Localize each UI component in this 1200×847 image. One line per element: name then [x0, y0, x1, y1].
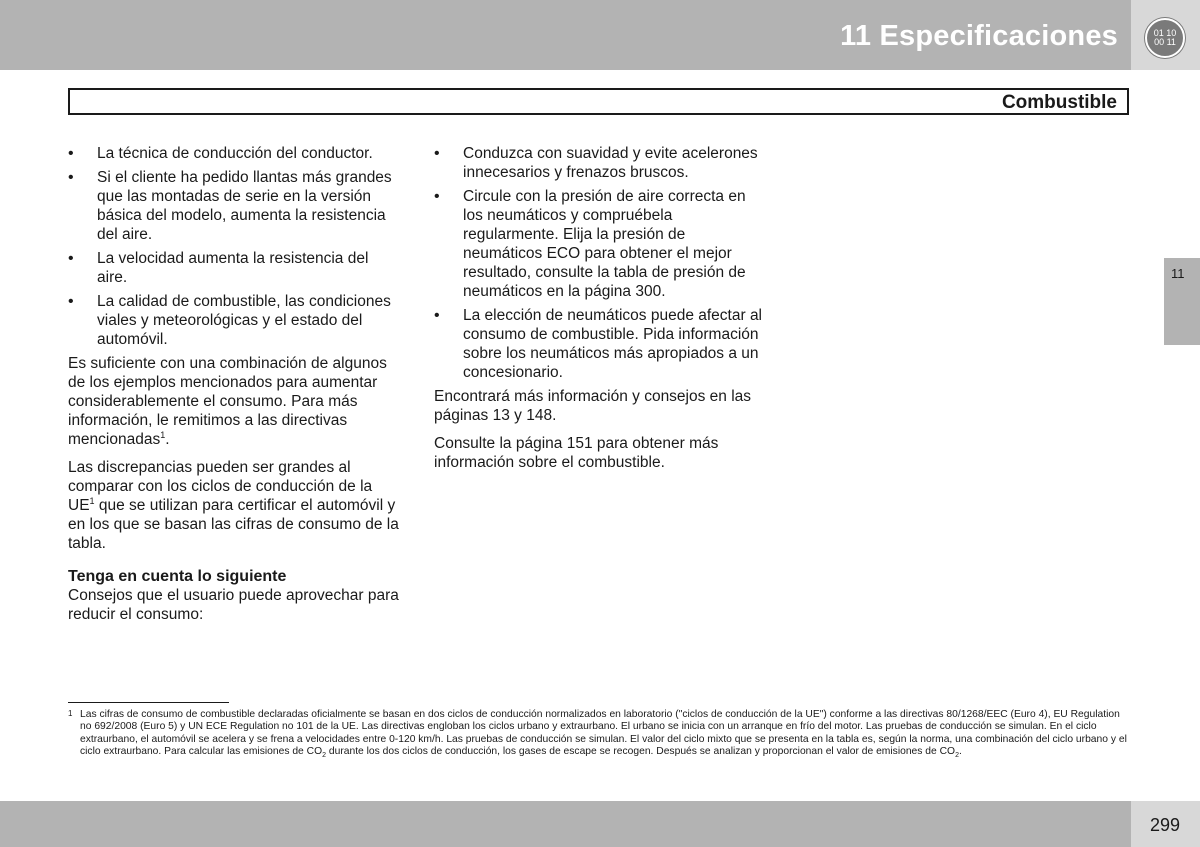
list-item: • La elección de neumáticos puede afectar al consumo de combustible. Pida información sobre los neumáticos más apropiados a un concesionario. — [434, 306, 768, 382]
right-column — [434, 144, 768, 481]
chapter-title: 11 Especificaciones — [840, 20, 1118, 52]
page-number: 299 — [1150, 815, 1181, 835]
list-item: • La calidad de combustible, las condiciones viales y meteorológicas y el estado del automóvil. — [68, 292, 402, 349]
body-paragraph: Consulte la página 151 para obtener más información sobre el combustible. — [434, 435, 719, 471]
footnote-marker: 1 — [68, 709, 73, 718]
paragraph-text: Las discrepancias pueden ser grandes al comparar con los ciclos de conducción de la UE — [68, 459, 373, 514]
paragraph-text: que se utilizan para certificar el automóvil y en los que se basan las cifras de consumo de la tabla. — [68, 497, 399, 552]
paragraph-text: Es suficiente con una combinación de algunos de los ejemplos mencionados para aumentar considerablemente el consumo. Para más información, le remitimos a las directivas mencionadas — [68, 355, 387, 448]
factor-list — [68, 144, 402, 349]
list-item: • Si el cliente ha pedido llantas más grandes que las montadas de serie en la versión básica del modelo, aumenta la resistencia del aire. — [68, 168, 402, 244]
footnote-text: Las cifras de consumo de combustible declaradas oficialmente se basan en dos ciclos de conducción normalizados en laboratorio ("ciclos de conducción de la UE") conforme a las directivas 80/1268/EEC (Euro 4), EU Regulation no 692/2008 (Euro 5) y UN ECE Regulation no 101 de la UE. Las directivas engloban los ciclos urbano y extraurbano. El urbano se inicia con un arranque en frío del motor. Las pruebas de conducción se simulan. En el ciclo extraurbano, el automóvil se acelera y se frena a velocidades entre 0-120 km/h. Las pruebas de conducción se simulan. El valor del ciclo mixto que se presenta en la tabla es, según la norma, una combinación del ciclo urbano y el ciclo extraurbano. Para calcular las emisiones de CO — [80, 709, 1127, 757]
section-title: Combustible — [1001, 92, 1117, 113]
footnote-text: durante los dos ciclos de conducción, los gases de escape se recogen. Después se analizan y proporcionan el valor de emisiones de CO — [326, 745, 956, 757]
footnote-ref: 1 — [160, 429, 166, 440]
list-item: • Conduzca con suavidad y evite acelerones innecesarios y frenazos bruscos. — [434, 144, 768, 182]
list-item: • Circule con la presión de aire correcta en los neumáticos y compruébela regularmente. Elija la presión de neumáticos ECO para obtener el mejor resultado, consulte la tabla de presión de neumáticos en la página 300. — [434, 187, 768, 301]
subscript: 2 — [322, 751, 326, 759]
body-paragraph — [68, 458, 402, 553]
subscript: 2 — [955, 751, 959, 759]
tips-list — [434, 144, 768, 382]
footnote — [68, 709, 1130, 762]
side-tab-label: 11 — [1171, 266, 1185, 281]
chapter-icon-bottom: 00 11 — [1154, 37, 1176, 47]
footnote-ref: 1 — [89, 495, 95, 506]
list-item: • La técnica de conducción del conductor. — [68, 144, 402, 163]
subheading: Tenga en cuenta lo siguiente — [68, 568, 287, 585]
chapter-icon-top: 01 10 — [1153, 28, 1177, 38]
paragraph-end: . — [165, 431, 170, 448]
body-paragraph: Encontrará más información y consejos en las páginas 13 y 148. — [434, 388, 752, 424]
chapter-number-icon — [1145, 18, 1185, 58]
body-paragraph — [68, 354, 402, 449]
intro-paragraph: Consejos que el usuario puede aprovechar para reducir el consumo: — [68, 587, 399, 623]
section-header — [68, 88, 1129, 115]
footnote-divider — [68, 702, 229, 703]
left-column — [68, 144, 402, 633]
footer-bar — [0, 801, 1131, 847]
list-item: • La velocidad aumenta la resistencia del aire. — [68, 249, 402, 287]
footnote-text: . — [958, 745, 962, 757]
